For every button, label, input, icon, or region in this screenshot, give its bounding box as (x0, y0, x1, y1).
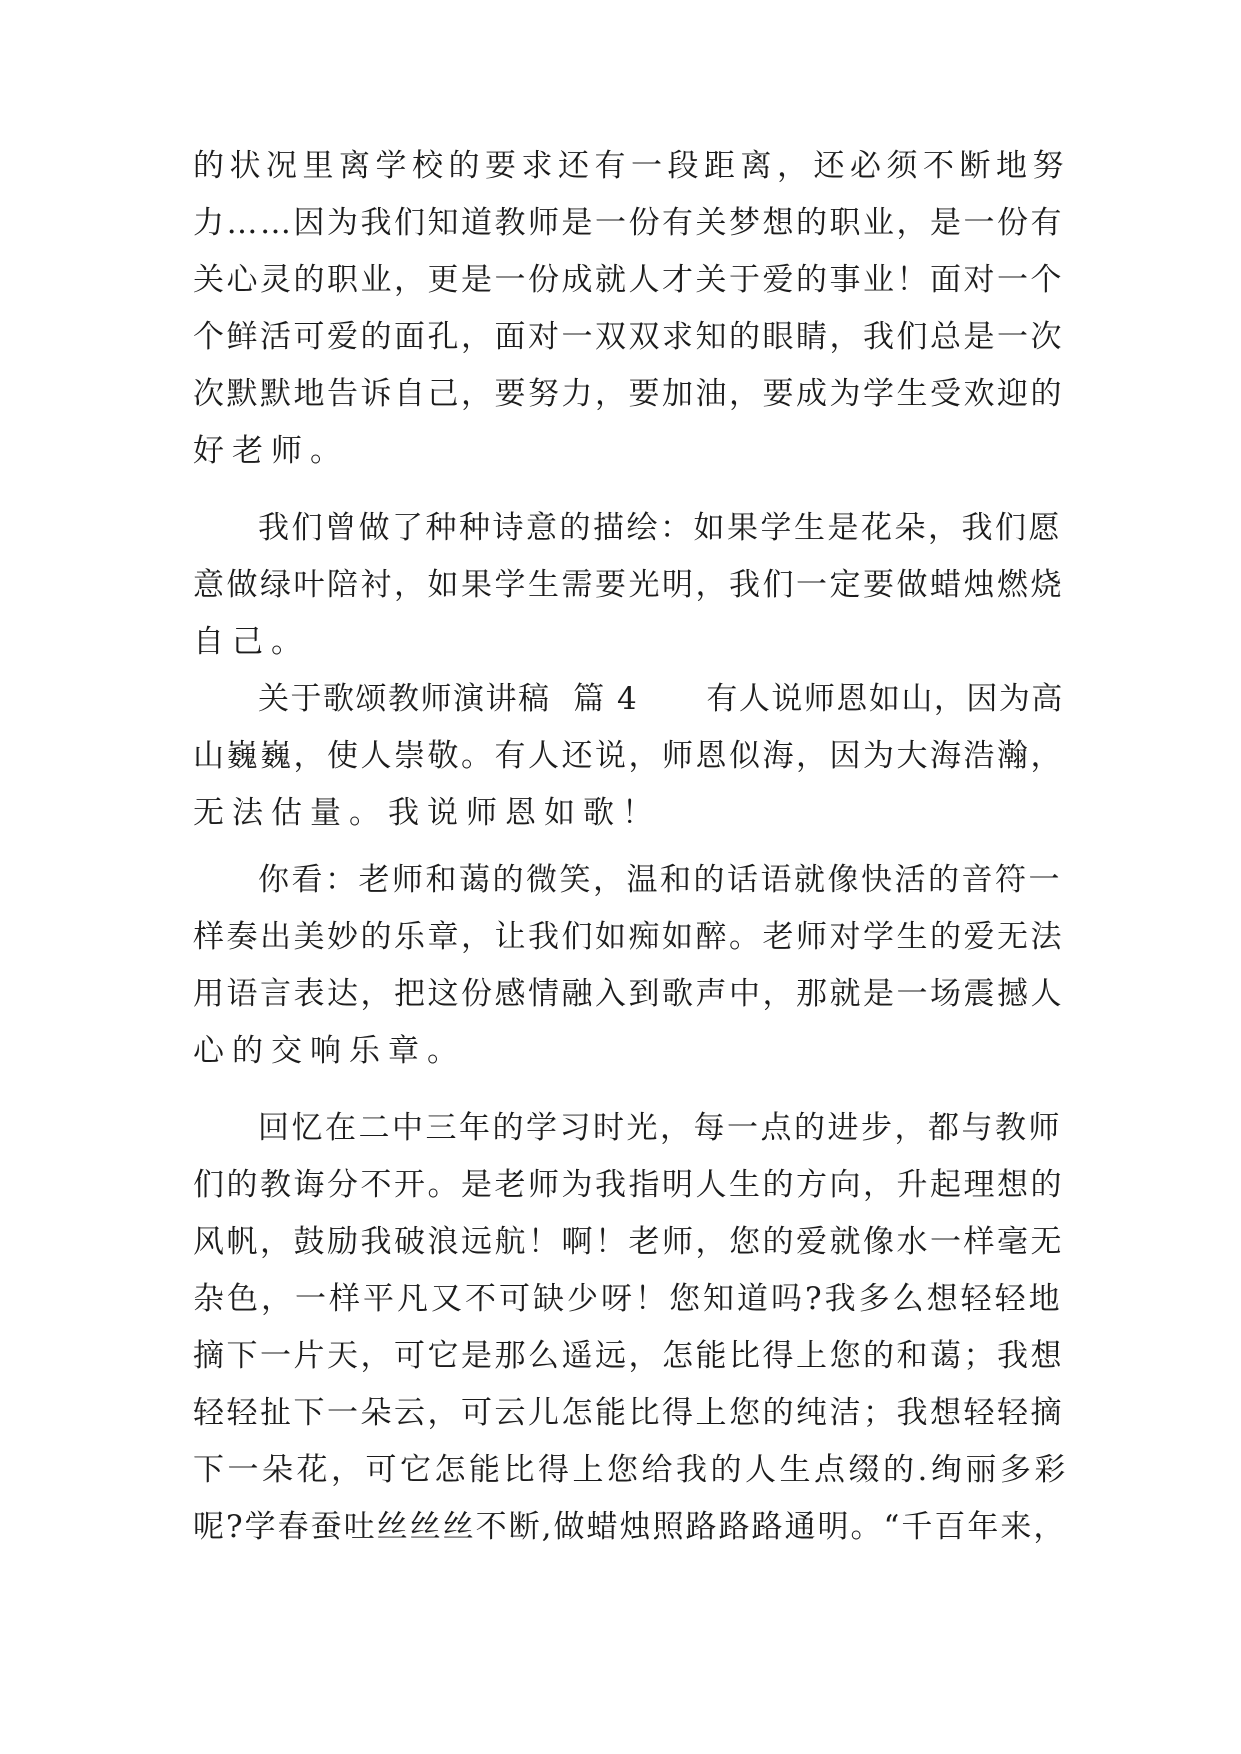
paragraph-first-line: 你看：老师和蔼的微笑，温和的话语就像快活的音符一 (258, 862, 1062, 898)
text-line: 力……因为我们知道教师是一份有关梦想的职业，是一份有 (193, 205, 1064, 241)
paragraph-first-line: 我们曾做了种种诗意的描绘：如果学生是花朵，我们愿 (258, 510, 1062, 546)
text-line: 杂色，一样平凡又不可缺少呀！您知道吗?我多么想轻轻地 (193, 1281, 1063, 1317)
text-line: 下一朵花，可它怎能比得上您给我的人生点缀的.绚丽多彩 (193, 1452, 1069, 1488)
text-line: 样奏出美妙的乐章，让我们如痴如醉。老师对学生的爱无法 (193, 919, 1064, 955)
text-line: 自己。 (193, 624, 310, 660)
text-line: 山巍巍，使人崇敬。有人还说，师恩似海，因为大海浩瀚， (193, 738, 1064, 774)
text-line: 的状况里离学校的要求还有一段距离，还必须不断地努 (193, 148, 1069, 184)
text-line: 呢?学春蚕吐丝丝丝不断,做蜡烛照路路路通明。“千百年来， (193, 1509, 1067, 1545)
text-line: 关心灵的职业，更是一份成就人才关于爱的事业！面对一个 (193, 262, 1064, 298)
text-line: 风帆，鼓励我破浪远航！啊！老师，您的爱就像水一样毫无 (193, 1224, 1064, 1260)
section-heading-line: 关于歌颂教师演讲稿 篇 4 有人说师恩如山，因为高 (258, 681, 1064, 717)
text-line: 摘下一片天，可它是那么遥远，怎能比得上您的和蔼；我想 (193, 1338, 1064, 1374)
text-line: 意做绿叶陪衬，如果学生需要光明，我们一定要做蜡烛燃烧 (193, 567, 1064, 603)
text-line: 们的教诲分不开。是老师为我指明人生的方向，升起理想的 (193, 1167, 1064, 1203)
text-line: 用语言表达，把这份感情融入到歌声中，那就是一场震撼人 (193, 976, 1064, 1012)
text-line: 轻轻扯下一朵云，可云儿怎能比得上您的纯洁；我想轻轻摘 (193, 1395, 1064, 1431)
text-line: 个鲜活可爱的面孔，面对一双双求知的眼睛，我们总是一次 (193, 319, 1064, 355)
text-line: 好老师。 (193, 433, 349, 469)
text-line: 无法估量。我说师恩如歌！ (193, 795, 661, 831)
paragraph-first-line: 回忆在二中三年的学习时光，每一点的进步，都与教师 (258, 1110, 1062, 1146)
text-line: 心的交响乐章。 (193, 1033, 466, 1069)
text-line: 次默默地告诉自己，要努力，要加油，要成为学生受欢迎的 (193, 376, 1064, 412)
